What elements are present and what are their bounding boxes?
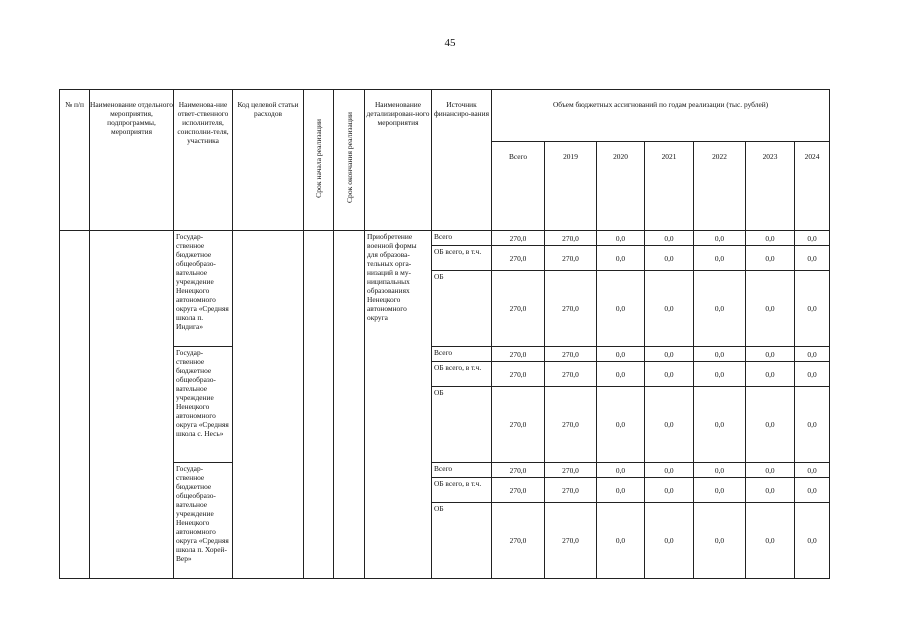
header-year-2024: 2024 <box>795 142 830 231</box>
value-2024: 0,0 <box>795 387 830 463</box>
table-row <box>60 347 830 362</box>
value-2024: 0,0 <box>795 362 830 387</box>
value-2024: 0,0 <box>795 463 830 478</box>
value-total: 270,0 <box>492 503 545 579</box>
value-total: 270,0 <box>492 246 545 271</box>
value-2021: 0,0 <box>645 463 694 478</box>
value-2023: 0,0 <box>746 246 795 271</box>
detail-measure: Приобретение военной формы для образова-тельных орга-низаций в му-ниципальных образованиях Ненецкого автономного округа <box>365 231 432 579</box>
value-2024: 0,0 <box>795 503 830 579</box>
header-year-2021: 2021 <box>645 142 694 231</box>
header-start <box>304 90 334 231</box>
value-2021: 0,0 <box>645 362 694 387</box>
cell-end-merged <box>334 231 365 579</box>
value-2019: 270,0 <box>545 362 597 387</box>
header-source: Источник финансиро-вания <box>432 90 492 231</box>
value-2023: 0,0 <box>746 347 795 362</box>
funding-source: ОБ <box>432 271 492 347</box>
value-2022: 0,0 <box>694 463 746 478</box>
value-2023: 0,0 <box>746 271 795 347</box>
table-row <box>60 463 830 478</box>
value-2024: 0,0 <box>795 478 830 503</box>
funding-source: ОБ всего, в т.ч. <box>432 362 492 387</box>
value-2024: 0,0 <box>795 246 830 271</box>
value-total: 270,0 <box>492 271 545 347</box>
funding-source: ОБ всего, в т.ч. <box>432 478 492 503</box>
cell-num-merged <box>60 231 90 579</box>
executor-org: Государ-ственное бюджетное общеобразо-вательное учреждение Ненецкого автономного округа «Средняя школа с. Несь» <box>174 347 233 463</box>
value-2022: 0,0 <box>694 271 746 347</box>
value-2019: 270,0 <box>545 503 597 579</box>
table-row <box>60 231 830 246</box>
value-2020: 0,0 <box>597 347 645 362</box>
value-2020: 0,0 <box>597 231 645 246</box>
value-2021: 0,0 <box>645 271 694 347</box>
value-2020: 0,0 <box>597 246 645 271</box>
value-total: 270,0 <box>492 362 545 387</box>
funding-source: Всего <box>432 231 492 246</box>
value-2020: 0,0 <box>597 362 645 387</box>
page-number: 45 <box>444 37 456 49</box>
value-2020: 0,0 <box>597 463 645 478</box>
value-total: 270,0 <box>492 231 545 246</box>
value-2022: 0,0 <box>694 347 746 362</box>
value-2022: 0,0 <box>694 231 746 246</box>
value-2021: 0,0 <box>645 347 694 362</box>
header-detail: Наименование детализирован-ного мероприятия <box>365 90 432 231</box>
value-2020: 0,0 <box>597 503 645 579</box>
header-num: № п/п <box>60 90 90 231</box>
value-2023: 0,0 <box>746 478 795 503</box>
funding-source: ОБ всего, в т.ч. <box>432 246 492 271</box>
value-2019: 270,0 <box>545 463 597 478</box>
value-2024: 0,0 <box>795 231 830 246</box>
funding-source: Всего <box>432 347 492 362</box>
cell-code-merged <box>233 231 304 579</box>
value-2019: 270,0 <box>545 246 597 271</box>
value-2021: 0,0 <box>645 246 694 271</box>
value-2023: 0,0 <box>746 387 795 463</box>
value-2020: 0,0 <box>597 271 645 347</box>
value-2022: 0,0 <box>694 478 746 503</box>
value-2019: 270,0 <box>545 387 597 463</box>
value-total: 270,0 <box>492 478 545 503</box>
value-2020: 0,0 <box>597 387 645 463</box>
value-2021: 0,0 <box>645 503 694 579</box>
value-2023: 0,0 <box>746 463 795 478</box>
value-2021: 0,0 <box>645 478 694 503</box>
funding-source: ОБ <box>432 503 492 579</box>
value-2019: 270,0 <box>545 271 597 347</box>
value-2020: 0,0 <box>597 478 645 503</box>
header-year-2022: 2022 <box>694 142 746 231</box>
header-measure: Наименование отдельного мероприятия, подпрограммы, мероприятия <box>90 90 174 231</box>
header-year-total: Всего <box>492 142 545 231</box>
value-2021: 0,0 <box>645 231 694 246</box>
value-total: 270,0 <box>492 463 545 478</box>
value-2023: 0,0 <box>746 362 795 387</box>
value-2019: 270,0 <box>545 347 597 362</box>
header-end <box>334 90 365 231</box>
executor-org: Государ-ственное бюджетное общеобразо-вательное учреждение Ненецкого автономного округа «Средняя школа п. Индига» <box>174 231 233 347</box>
executor-org: Государ-ственное бюджетное общеобразо-вательное учреждение Ненецкого автономного округа «Средняя школа п. Хорей-Вер» <box>174 463 233 579</box>
value-2024: 0,0 <box>795 271 830 347</box>
value-total: 270,0 <box>492 347 545 362</box>
funding-source: Всего <box>432 463 492 478</box>
header-start-label: Срок начала реализации <box>314 118 323 198</box>
header-executor: Наименова-ние ответ-ственного исполнителя, соисполни-теля, участника <box>174 90 233 231</box>
value-2023: 0,0 <box>746 231 795 246</box>
budget-table <box>59 89 830 579</box>
header-year-2023: 2023 <box>746 142 795 231</box>
value-2022: 0,0 <box>694 503 746 579</box>
cell-start-merged <box>304 231 334 579</box>
value-2022: 0,0 <box>694 246 746 271</box>
header-year-2020: 2020 <box>597 142 645 231</box>
header-end-label: Срок окончания реализации <box>344 112 354 204</box>
header-code: Код целевой статьи расходов <box>233 90 304 231</box>
value-2021: 0,0 <box>645 387 694 463</box>
header-year-2019: 2019 <box>545 142 597 231</box>
value-2019: 270,0 <box>545 478 597 503</box>
value-2024: 0,0 <box>795 347 830 362</box>
cell-measure-merged <box>90 231 174 579</box>
value-total: 270,0 <box>492 387 545 463</box>
header-budget: Объем бюджетных ассигнований по годам реализации (тыс. рублей) <box>492 90 830 142</box>
value-2023: 0,0 <box>746 503 795 579</box>
value-2022: 0,0 <box>694 387 746 463</box>
value-2022: 0,0 <box>694 362 746 387</box>
funding-source: ОБ <box>432 387 492 463</box>
value-2019: 270,0 <box>545 231 597 246</box>
